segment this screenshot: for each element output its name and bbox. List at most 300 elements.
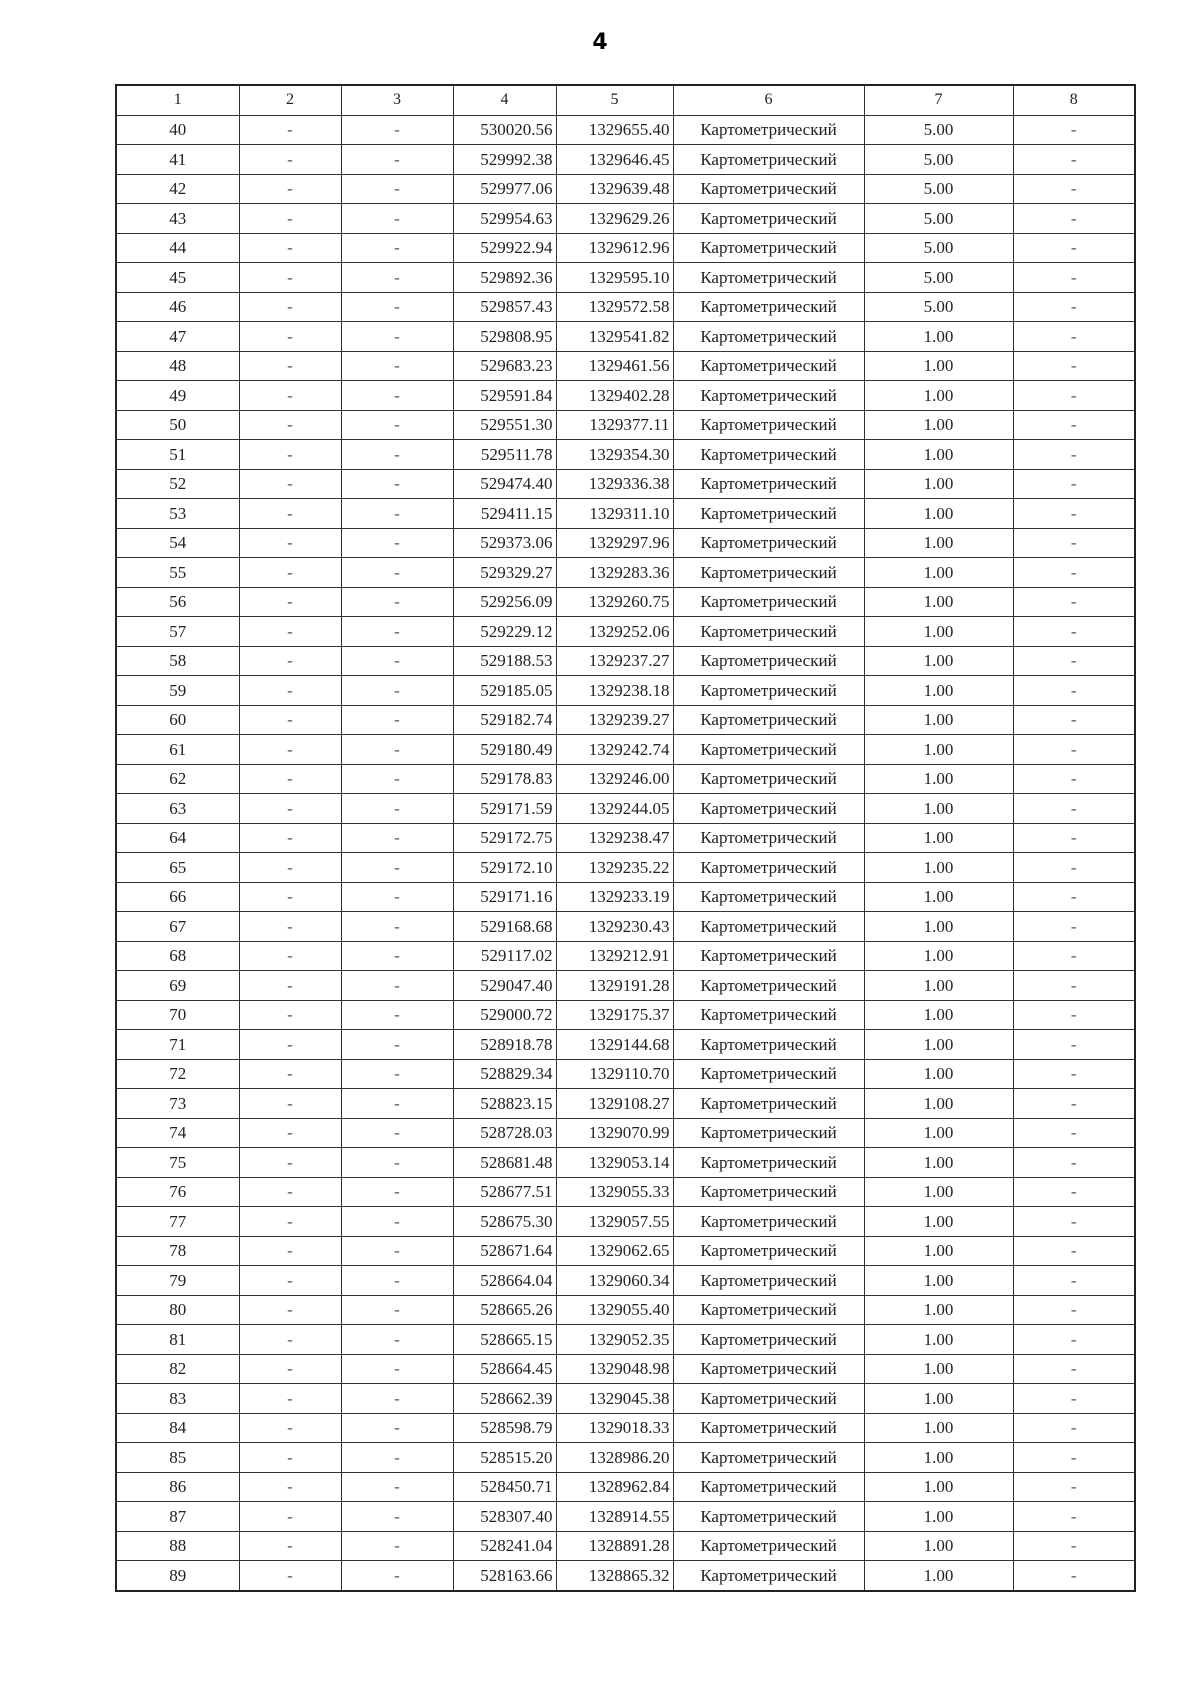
method-cell: Картометрический: [673, 705, 864, 735]
accuracy-cell: 1.00: [864, 794, 1013, 824]
y-coordinate-cell: 1329233.19: [556, 882, 673, 912]
accuracy-cell: 1.00: [864, 322, 1013, 352]
point-number-cell: 86: [116, 1472, 239, 1502]
col3-cell: -: [341, 440, 453, 470]
x-coordinate-cell: 528241.04: [453, 1531, 556, 1561]
accuracy-cell: 1.00: [864, 971, 1013, 1001]
accuracy-cell: 1.00: [864, 1177, 1013, 1207]
col2-cell: -: [239, 499, 341, 529]
method-cell: Картометрический: [673, 145, 864, 175]
point-number-cell: 45: [116, 263, 239, 293]
table-row: [116, 263, 1135, 293]
col8-cell: -: [1013, 322, 1135, 352]
col3-cell: -: [341, 1443, 453, 1473]
page-number: 4: [592, 30, 608, 55]
y-coordinate-cell: 1329402.28: [556, 381, 673, 411]
col8-cell: -: [1013, 1059, 1135, 1089]
col8-cell: -: [1013, 204, 1135, 234]
col2-cell: -: [239, 351, 341, 381]
method-cell: Картометрический: [673, 617, 864, 647]
col2-cell: -: [239, 823, 341, 853]
y-coordinate-cell: 1329230.43: [556, 912, 673, 942]
method-cell: Картометрический: [673, 1030, 864, 1060]
method-cell: Картометрический: [673, 912, 864, 942]
point-number-cell: 76: [116, 1177, 239, 1207]
method-cell: Картометрический: [673, 1207, 864, 1237]
y-coordinate-cell: 1329252.06: [556, 617, 673, 647]
table-row: [116, 1295, 1135, 1325]
col3-cell: -: [341, 853, 453, 883]
method-cell: Картометрический: [673, 233, 864, 263]
col2-cell: -: [239, 1354, 341, 1384]
method-cell: Картометрический: [673, 1118, 864, 1148]
point-number-cell: 48: [116, 351, 239, 381]
col2-cell: -: [239, 204, 341, 234]
x-coordinate-cell: 529168.68: [453, 912, 556, 942]
col2-cell: -: [239, 263, 341, 293]
x-coordinate-cell: 528677.51: [453, 1177, 556, 1207]
table-row: [116, 351, 1135, 381]
y-coordinate-cell: 1329461.56: [556, 351, 673, 381]
accuracy-cell: 1.00: [864, 1118, 1013, 1148]
col2-cell: -: [239, 292, 341, 322]
table-row: [116, 1030, 1135, 1060]
col8-cell: -: [1013, 764, 1135, 794]
col8-cell: -: [1013, 263, 1135, 293]
col8-cell: -: [1013, 1384, 1135, 1414]
col3-cell: -: [341, 587, 453, 617]
col8-cell: -: [1013, 1325, 1135, 1355]
col3-cell: -: [341, 1000, 453, 1030]
x-coordinate-cell: 529329.27: [453, 558, 556, 588]
point-number-cell: 78: [116, 1236, 239, 1266]
col8-cell: -: [1013, 115, 1135, 145]
x-coordinate-cell: 528664.04: [453, 1266, 556, 1296]
col3-cell: -: [341, 263, 453, 293]
method-cell: Картометрический: [673, 381, 864, 411]
col8-cell: -: [1013, 794, 1135, 824]
col2-cell: -: [239, 882, 341, 912]
col3-cell: -: [341, 204, 453, 234]
point-number-cell: 54: [116, 528, 239, 558]
x-coordinate-cell: 528163.66: [453, 1561, 556, 1591]
x-coordinate-cell: 529171.59: [453, 794, 556, 824]
table-row: [116, 853, 1135, 883]
col3-cell: -: [341, 764, 453, 794]
x-coordinate-cell: 528598.79: [453, 1413, 556, 1443]
accuracy-cell: 1.00: [864, 558, 1013, 588]
table-row: [116, 1266, 1135, 1296]
col3-cell: -: [341, 882, 453, 912]
col2-cell: -: [239, 941, 341, 971]
point-number-cell: 74: [116, 1118, 239, 1148]
column-header: 2: [239, 85, 341, 115]
table-row: [116, 1059, 1135, 1089]
y-coordinate-cell: 1329238.18: [556, 676, 673, 706]
y-coordinate-cell: 1329045.38: [556, 1384, 673, 1414]
method-cell: Картометрический: [673, 941, 864, 971]
accuracy-cell: 1.00: [864, 1354, 1013, 1384]
col8-cell: -: [1013, 676, 1135, 706]
col8-cell: -: [1013, 174, 1135, 204]
x-coordinate-cell: 529411.15: [453, 499, 556, 529]
col8-cell: -: [1013, 1443, 1135, 1473]
x-coordinate-cell: 529591.84: [453, 381, 556, 411]
point-number-cell: 53: [116, 499, 239, 529]
method-cell: Картометрический: [673, 1177, 864, 1207]
accuracy-cell: 1.00: [864, 1472, 1013, 1502]
method-cell: Картометрический: [673, 1384, 864, 1414]
y-coordinate-cell: 1329283.36: [556, 558, 673, 588]
y-coordinate-cell: 1329055.40: [556, 1295, 673, 1325]
y-coordinate-cell: 1328986.20: [556, 1443, 673, 1473]
col3-cell: -: [341, 558, 453, 588]
col2-cell: -: [239, 1443, 341, 1473]
y-coordinate-cell: 1329237.27: [556, 646, 673, 676]
point-number-cell: 84: [116, 1413, 239, 1443]
table-row: [116, 145, 1135, 175]
accuracy-cell: 1.00: [864, 764, 1013, 794]
table-row: [116, 735, 1135, 765]
table-row: [116, 1000, 1135, 1030]
method-cell: Картометрический: [673, 263, 864, 293]
method-cell: Картометрический: [673, 1502, 864, 1532]
x-coordinate-cell: 529511.78: [453, 440, 556, 470]
y-coordinate-cell: 1329336.38: [556, 469, 673, 499]
method-cell: Картометрический: [673, 1531, 864, 1561]
col8-cell: -: [1013, 145, 1135, 175]
accuracy-cell: 1.00: [864, 1089, 1013, 1119]
col8-cell: -: [1013, 440, 1135, 470]
y-coordinate-cell: 1328891.28: [556, 1531, 673, 1561]
col2-cell: -: [239, 1236, 341, 1266]
point-number-cell: 44: [116, 233, 239, 263]
y-coordinate-cell: 1329070.99: [556, 1118, 673, 1148]
y-coordinate-cell: 1329144.68: [556, 1030, 673, 1060]
col3-cell: -: [341, 1118, 453, 1148]
x-coordinate-cell: 528515.20: [453, 1443, 556, 1473]
method-cell: Картометрический: [673, 1266, 864, 1296]
method-cell: Картометрический: [673, 204, 864, 234]
col3-cell: -: [341, 1325, 453, 1355]
accuracy-cell: 1.00: [864, 882, 1013, 912]
x-coordinate-cell: 529172.10: [453, 853, 556, 883]
col3-cell: -: [341, 823, 453, 853]
point-number-cell: 47: [116, 322, 239, 352]
y-coordinate-cell: 1329110.70: [556, 1059, 673, 1089]
col2-cell: -: [239, 735, 341, 765]
y-coordinate-cell: 1329572.58: [556, 292, 673, 322]
col2-cell: -: [239, 1148, 341, 1178]
point-number-cell: 71: [116, 1030, 239, 1060]
point-number-cell: 40: [116, 115, 239, 145]
col8-cell: -: [1013, 233, 1135, 263]
y-coordinate-cell: 1329311.10: [556, 499, 673, 529]
col3-cell: -: [341, 676, 453, 706]
col2-cell: -: [239, 1207, 341, 1237]
table-row: [116, 1502, 1135, 1532]
x-coordinate-cell: 529922.94: [453, 233, 556, 263]
x-coordinate-cell: 530020.56: [453, 115, 556, 145]
col2-cell: -: [239, 1089, 341, 1119]
point-number-cell: 43: [116, 204, 239, 234]
col3-cell: -: [341, 794, 453, 824]
accuracy-cell: 1.00: [864, 705, 1013, 735]
col3-cell: -: [341, 1561, 453, 1591]
y-coordinate-cell: 1329175.37: [556, 1000, 673, 1030]
table-row: [116, 1531, 1135, 1561]
col3-cell: -: [341, 1148, 453, 1178]
col3-cell: -: [341, 1059, 453, 1089]
col2-cell: -: [239, 381, 341, 411]
col8-cell: -: [1013, 823, 1135, 853]
table-row: [116, 617, 1135, 647]
table-row: [116, 1118, 1135, 1148]
method-cell: Картометрический: [673, 1472, 864, 1502]
x-coordinate-cell: 529171.16: [453, 882, 556, 912]
table-row: [116, 233, 1135, 263]
point-number-cell: 89: [116, 1561, 239, 1591]
col8-cell: -: [1013, 351, 1135, 381]
y-coordinate-cell: 1329612.96: [556, 233, 673, 263]
method-cell: Картометрический: [673, 1354, 864, 1384]
accuracy-cell: 1.00: [864, 1030, 1013, 1060]
accuracy-cell: 1.00: [864, 1059, 1013, 1089]
accuracy-cell: 1.00: [864, 351, 1013, 381]
y-coordinate-cell: 1329191.28: [556, 971, 673, 1001]
y-coordinate-cell: 1329242.74: [556, 735, 673, 765]
y-coordinate-cell: 1329629.26: [556, 204, 673, 234]
table-row: [116, 322, 1135, 352]
y-coordinate-cell: 1329595.10: [556, 263, 673, 293]
point-number-cell: 85: [116, 1443, 239, 1473]
x-coordinate-cell: 529373.06: [453, 528, 556, 558]
method-cell: Картометрический: [673, 528, 864, 558]
accuracy-cell: 1.00: [864, 1325, 1013, 1355]
col3-cell: -: [341, 1207, 453, 1237]
col8-cell: -: [1013, 1236, 1135, 1266]
method-cell: Картометрический: [673, 735, 864, 765]
method-cell: Картометрический: [673, 1089, 864, 1119]
col8-cell: -: [1013, 381, 1135, 411]
y-coordinate-cell: 1329541.82: [556, 322, 673, 352]
method-cell: Картометрический: [673, 1443, 864, 1473]
method-cell: Картометрический: [673, 1295, 864, 1325]
y-coordinate-cell: 1329048.98: [556, 1354, 673, 1384]
col3-cell: -: [341, 646, 453, 676]
col8-cell: -: [1013, 1354, 1135, 1384]
x-coordinate-cell: 529551.30: [453, 410, 556, 440]
col8-cell: -: [1013, 1118, 1135, 1148]
table-row: [116, 381, 1135, 411]
y-coordinate-cell: 1328914.55: [556, 1502, 673, 1532]
col8-cell: -: [1013, 971, 1135, 1001]
accuracy-cell: 1.00: [864, 440, 1013, 470]
point-number-cell: 66: [116, 882, 239, 912]
col3-cell: -: [341, 912, 453, 942]
method-cell: Картометрический: [673, 794, 864, 824]
method-cell: Картометрический: [673, 853, 864, 883]
point-number-cell: 69: [116, 971, 239, 1001]
accuracy-cell: 1.00: [864, 1502, 1013, 1532]
table-row: [116, 1177, 1135, 1207]
col2-cell: -: [239, 853, 341, 883]
col8-cell: -: [1013, 1413, 1135, 1443]
x-coordinate-cell: 529857.43: [453, 292, 556, 322]
col2-cell: -: [239, 558, 341, 588]
point-number-cell: 65: [116, 853, 239, 883]
y-coordinate-cell: 1329238.47: [556, 823, 673, 853]
y-coordinate-cell: 1329053.14: [556, 1148, 673, 1178]
method-cell: Картометрический: [673, 1059, 864, 1089]
table-row: [116, 1561, 1135, 1591]
col2-cell: -: [239, 1118, 341, 1148]
column-header: 1: [116, 85, 239, 115]
col2-cell: -: [239, 145, 341, 175]
point-number-cell: 50: [116, 410, 239, 440]
point-number-cell: 49: [116, 381, 239, 411]
point-number-cell: 55: [116, 558, 239, 588]
accuracy-cell: 1.00: [864, 912, 1013, 942]
col8-cell: -: [1013, 912, 1135, 942]
method-cell: Картометрический: [673, 174, 864, 204]
col8-cell: -: [1013, 1561, 1135, 1591]
col2-cell: -: [239, 794, 341, 824]
col2-cell: -: [239, 233, 341, 263]
table-row: [116, 794, 1135, 824]
col2-cell: -: [239, 440, 341, 470]
table-row: [116, 764, 1135, 794]
accuracy-cell: 5.00: [864, 292, 1013, 322]
col8-cell: -: [1013, 558, 1135, 588]
accuracy-cell: 5.00: [864, 204, 1013, 234]
point-number-cell: 64: [116, 823, 239, 853]
x-coordinate-cell: 529474.40: [453, 469, 556, 499]
col3-cell: -: [341, 1502, 453, 1532]
method-cell: Картометрический: [673, 558, 864, 588]
col8-cell: -: [1013, 1295, 1135, 1325]
y-coordinate-cell: 1329244.05: [556, 794, 673, 824]
col3-cell: -: [341, 1413, 453, 1443]
col8-cell: -: [1013, 1266, 1135, 1296]
x-coordinate-cell: 528823.15: [453, 1089, 556, 1119]
accuracy-cell: 1.00: [864, 1266, 1013, 1296]
col8-cell: -: [1013, 1472, 1135, 1502]
method-cell: Картометрический: [673, 410, 864, 440]
table-row: [116, 1443, 1135, 1473]
col3-cell: -: [341, 705, 453, 735]
accuracy-cell: 1.00: [864, 646, 1013, 676]
point-number-cell: 51: [116, 440, 239, 470]
col3-cell: -: [341, 1354, 453, 1384]
y-coordinate-cell: 1329639.48: [556, 174, 673, 204]
table-row: [116, 1384, 1135, 1414]
table-row: [116, 1472, 1135, 1502]
point-number-cell: 70: [116, 1000, 239, 1030]
col3-cell: -: [341, 115, 453, 145]
x-coordinate-cell: 529188.53: [453, 646, 556, 676]
accuracy-cell: 5.00: [864, 145, 1013, 175]
method-cell: Картометрический: [673, 1325, 864, 1355]
col3-cell: -: [341, 351, 453, 381]
col3-cell: -: [341, 410, 453, 440]
point-number-cell: 63: [116, 794, 239, 824]
col3-cell: -: [341, 971, 453, 1001]
table-row: [116, 676, 1135, 706]
accuracy-cell: 1.00: [864, 853, 1013, 883]
col2-cell: -: [239, 322, 341, 352]
col3-cell: -: [341, 145, 453, 175]
table-row: [116, 823, 1135, 853]
accuracy-cell: 5.00: [864, 233, 1013, 263]
col8-cell: -: [1013, 1148, 1135, 1178]
method-cell: Картометрический: [673, 1413, 864, 1443]
col8-cell: -: [1013, 882, 1135, 912]
accuracy-cell: 1.00: [864, 735, 1013, 765]
point-number-cell: 67: [116, 912, 239, 942]
col2-cell: -: [239, 1413, 341, 1443]
col2-cell: -: [239, 617, 341, 647]
col2-cell: -: [239, 1177, 341, 1207]
col3-cell: -: [341, 1089, 453, 1119]
col8-cell: -: [1013, 705, 1135, 735]
method-cell: Картометрический: [673, 1561, 864, 1591]
col2-cell: -: [239, 1502, 341, 1532]
method-cell: Картометрический: [673, 292, 864, 322]
x-coordinate-cell: 529892.36: [453, 263, 556, 293]
accuracy-cell: 1.00: [864, 381, 1013, 411]
x-coordinate-cell: 529954.63: [453, 204, 556, 234]
col2-cell: -: [239, 1384, 341, 1414]
table-row: [116, 440, 1135, 470]
x-coordinate-cell: 528665.15: [453, 1325, 556, 1355]
method-cell: Картометрический: [673, 322, 864, 352]
point-number-cell: 75: [116, 1148, 239, 1178]
table-row: [116, 174, 1135, 204]
col2-cell: -: [239, 646, 341, 676]
point-number-cell: 88: [116, 1531, 239, 1561]
y-coordinate-cell: 1329235.22: [556, 853, 673, 883]
method-cell: Картометрический: [673, 499, 864, 529]
col2-cell: -: [239, 1325, 341, 1355]
y-coordinate-cell: 1329246.00: [556, 764, 673, 794]
col8-cell: -: [1013, 941, 1135, 971]
point-number-cell: 80: [116, 1295, 239, 1325]
point-number-cell: 62: [116, 764, 239, 794]
x-coordinate-cell: 529683.23: [453, 351, 556, 381]
accuracy-cell: 1.00: [864, 676, 1013, 706]
col3-cell: -: [341, 174, 453, 204]
col3-cell: -: [341, 322, 453, 352]
method-cell: Картометрический: [673, 676, 864, 706]
col2-cell: -: [239, 676, 341, 706]
point-number-cell: 60: [116, 705, 239, 735]
method-cell: Картометрический: [673, 587, 864, 617]
x-coordinate-cell: 529992.38: [453, 145, 556, 175]
y-coordinate-cell: 1329057.55: [556, 1207, 673, 1237]
col8-cell: -: [1013, 735, 1135, 765]
col8-cell: -: [1013, 1089, 1135, 1119]
col8-cell: -: [1013, 1030, 1135, 1060]
method-cell: Картометрический: [673, 1000, 864, 1030]
table-row: [116, 646, 1135, 676]
method-cell: Картометрический: [673, 882, 864, 912]
col2-cell: -: [239, 410, 341, 440]
accuracy-cell: 1.00: [864, 528, 1013, 558]
x-coordinate-cell: 529180.49: [453, 735, 556, 765]
x-coordinate-cell: 529977.06: [453, 174, 556, 204]
x-coordinate-cell: 529185.05: [453, 676, 556, 706]
